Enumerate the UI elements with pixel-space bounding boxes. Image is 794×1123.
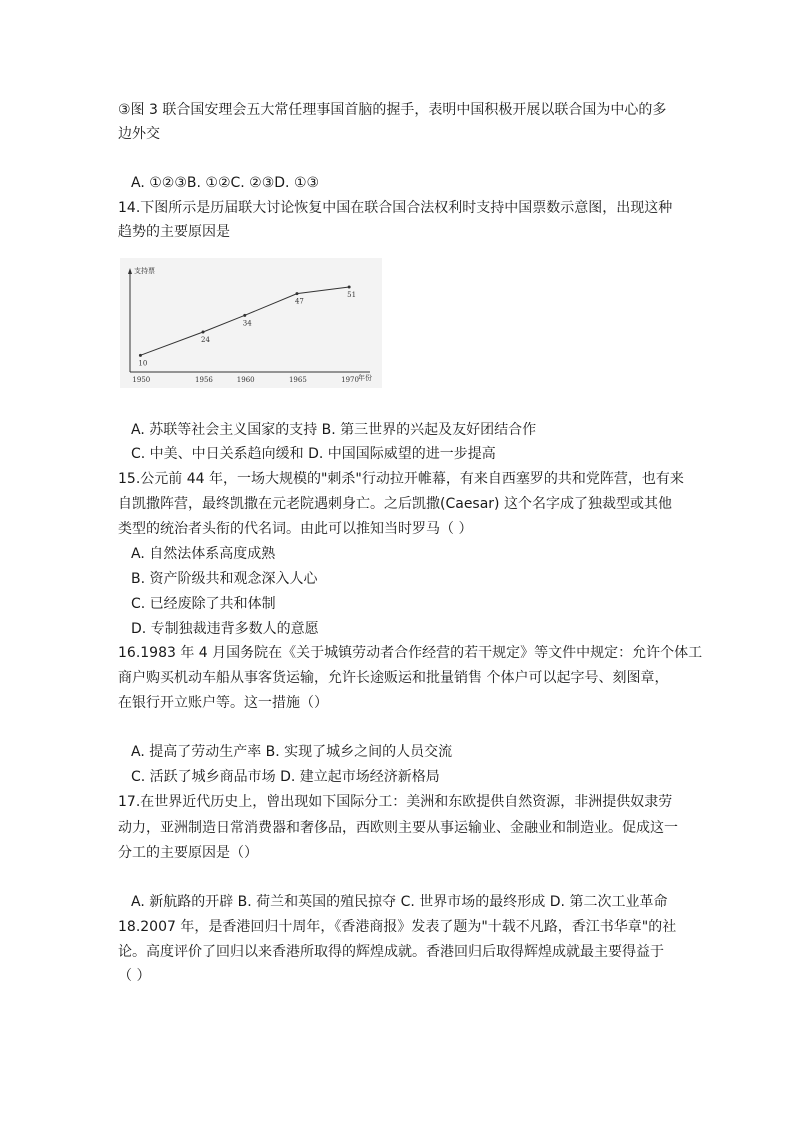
q15-stem-line2: 自凯撒阵营，最终凯撒在元老院遇刺身亡。之后凯撒(Caesar) 这个名字成了独裁型或其他 <box>118 496 672 512</box>
x-tick-label-1960: 1960 <box>236 376 255 384</box>
q15-option-b: B. 资产阶级共和观念深入人心 <box>131 571 318 587</box>
data-point-1956 <box>202 331 205 334</box>
q16-stem-line3: 在银行开立账户等。这一措施（） <box>118 695 328 711</box>
y-axis-arrow <box>128 268 132 274</box>
data-label-1960: 34 <box>242 319 252 328</box>
q13-statement-3-line2: 边外交 <box>118 126 160 142</box>
q13-options: A. ①②③B. ①②C. ②③D. ①③ <box>131 175 320 191</box>
q17-stem-line3: 分工的主要原因是（） <box>118 845 258 861</box>
q18-stem-line2: 论。高度评价了回归以来香港所取得的辉煌成就。香港回归后取得辉煌成就最主要得益于 <box>118 944 664 960</box>
q14-stem-line2: 趋势的主要原因是 <box>118 224 230 240</box>
data-point-1950 <box>139 354 142 357</box>
data-label-1956: 24 <box>201 336 210 344</box>
data-label-1950: 10 <box>138 359 148 368</box>
q17-options: A. 新航路的开辟 B. 荷兰和英国的殖民掠夺 C. 世界市场的最终形成 D. 第二次工业革命 <box>131 894 668 910</box>
x-tick-label-1970: 1970 <box>341 376 359 384</box>
q15-option-d: D. 专制独裁违背多数人的意愿 <box>131 621 319 637</box>
x-tick-label-1950: 1950 <box>132 376 151 384</box>
q14-stem-line1: 14.下图所示是历届联大讨论恢复中国在联合国合法权利时支持中国票数示意图，出现这种 <box>118 200 673 216</box>
q17-stem-line1: 17.在世界近代历史上，曾出现如下国际分工：美洲和东欧提供自然资源，非洲提供奴隶劳 <box>118 794 673 810</box>
q16-options-ab: A. 提高了劳动生产率 B. 实现了城乡之间的人员交流 <box>131 744 453 760</box>
q18-stem-line1: 18.2007 年，是香港回归十周年，《香港商报》发表了题为"十载不凡路，香江书华章"的社 <box>118 919 677 935</box>
x-axis-label: 年份 <box>358 374 372 382</box>
data-label-1965: 47 <box>294 297 304 306</box>
q16-options-cd: C. 活跃了城乡商品市场 D. 建立起市场经济新格局 <box>131 769 440 785</box>
x-tick-label-1965: 1965 <box>288 376 307 384</box>
vote-trend-chart-svg <box>120 258 382 388</box>
q16-stem-line1: 16.1983 年 4 月国务院在《关于城镇劳动者合作经营的若干规定》等文件中规定：允许个体工 <box>118 645 703 661</box>
x-tick-label-1956: 1956 <box>195 376 213 384</box>
data-point-1965 <box>295 292 298 295</box>
q14-options-ab: A. 苏联等社会主义国家的支持 B. 第三世界的兴起及友好团结合作 <box>131 422 537 438</box>
q15-option-c: C. 已经废除了共和体制 <box>131 596 276 612</box>
q15-stem-line1: 15.公元前 44 年，一场大规模的"刺杀"行动拉开帷幕，有来自西塞罗的共和党阵营，也有来 <box>118 471 684 487</box>
data-point-1960 <box>243 314 246 317</box>
data-label-1970: 51 <box>347 291 357 299</box>
q13-statement-3-line1: ③图 3 联合国安理会五大常任理事国首脑的握手，表明中国积极开展以联合国为中心的多 <box>118 102 667 118</box>
q15-stem-line3: 类型的统治者头衔的代名词。由此可以推知当时罗马（ ） <box>118 521 473 537</box>
q17-stem-line2: 动力，亚洲制造日常消费器和奢侈品，西欧则主要从事运输业、金融业和制造业。促成这一 <box>118 820 678 836</box>
vote-trend-chart <box>120 258 382 388</box>
q16-stem-line2: 商户购买机动车船从事客货运输，允许长途贩运和批量销售 个体户可以起字号、刻图章， <box>118 670 669 686</box>
q14-options-cd: C. 中美、中日关系趋向缓和 D. 中国国际威望的进一步提高 <box>131 446 496 462</box>
y-axis-label: 支持票 <box>134 267 155 275</box>
q18-stem-line3: （ ） <box>118 968 151 984</box>
data-point-1970 <box>348 286 351 289</box>
q15-option-a: A. 自然法体系高度成熟 <box>131 546 276 562</box>
